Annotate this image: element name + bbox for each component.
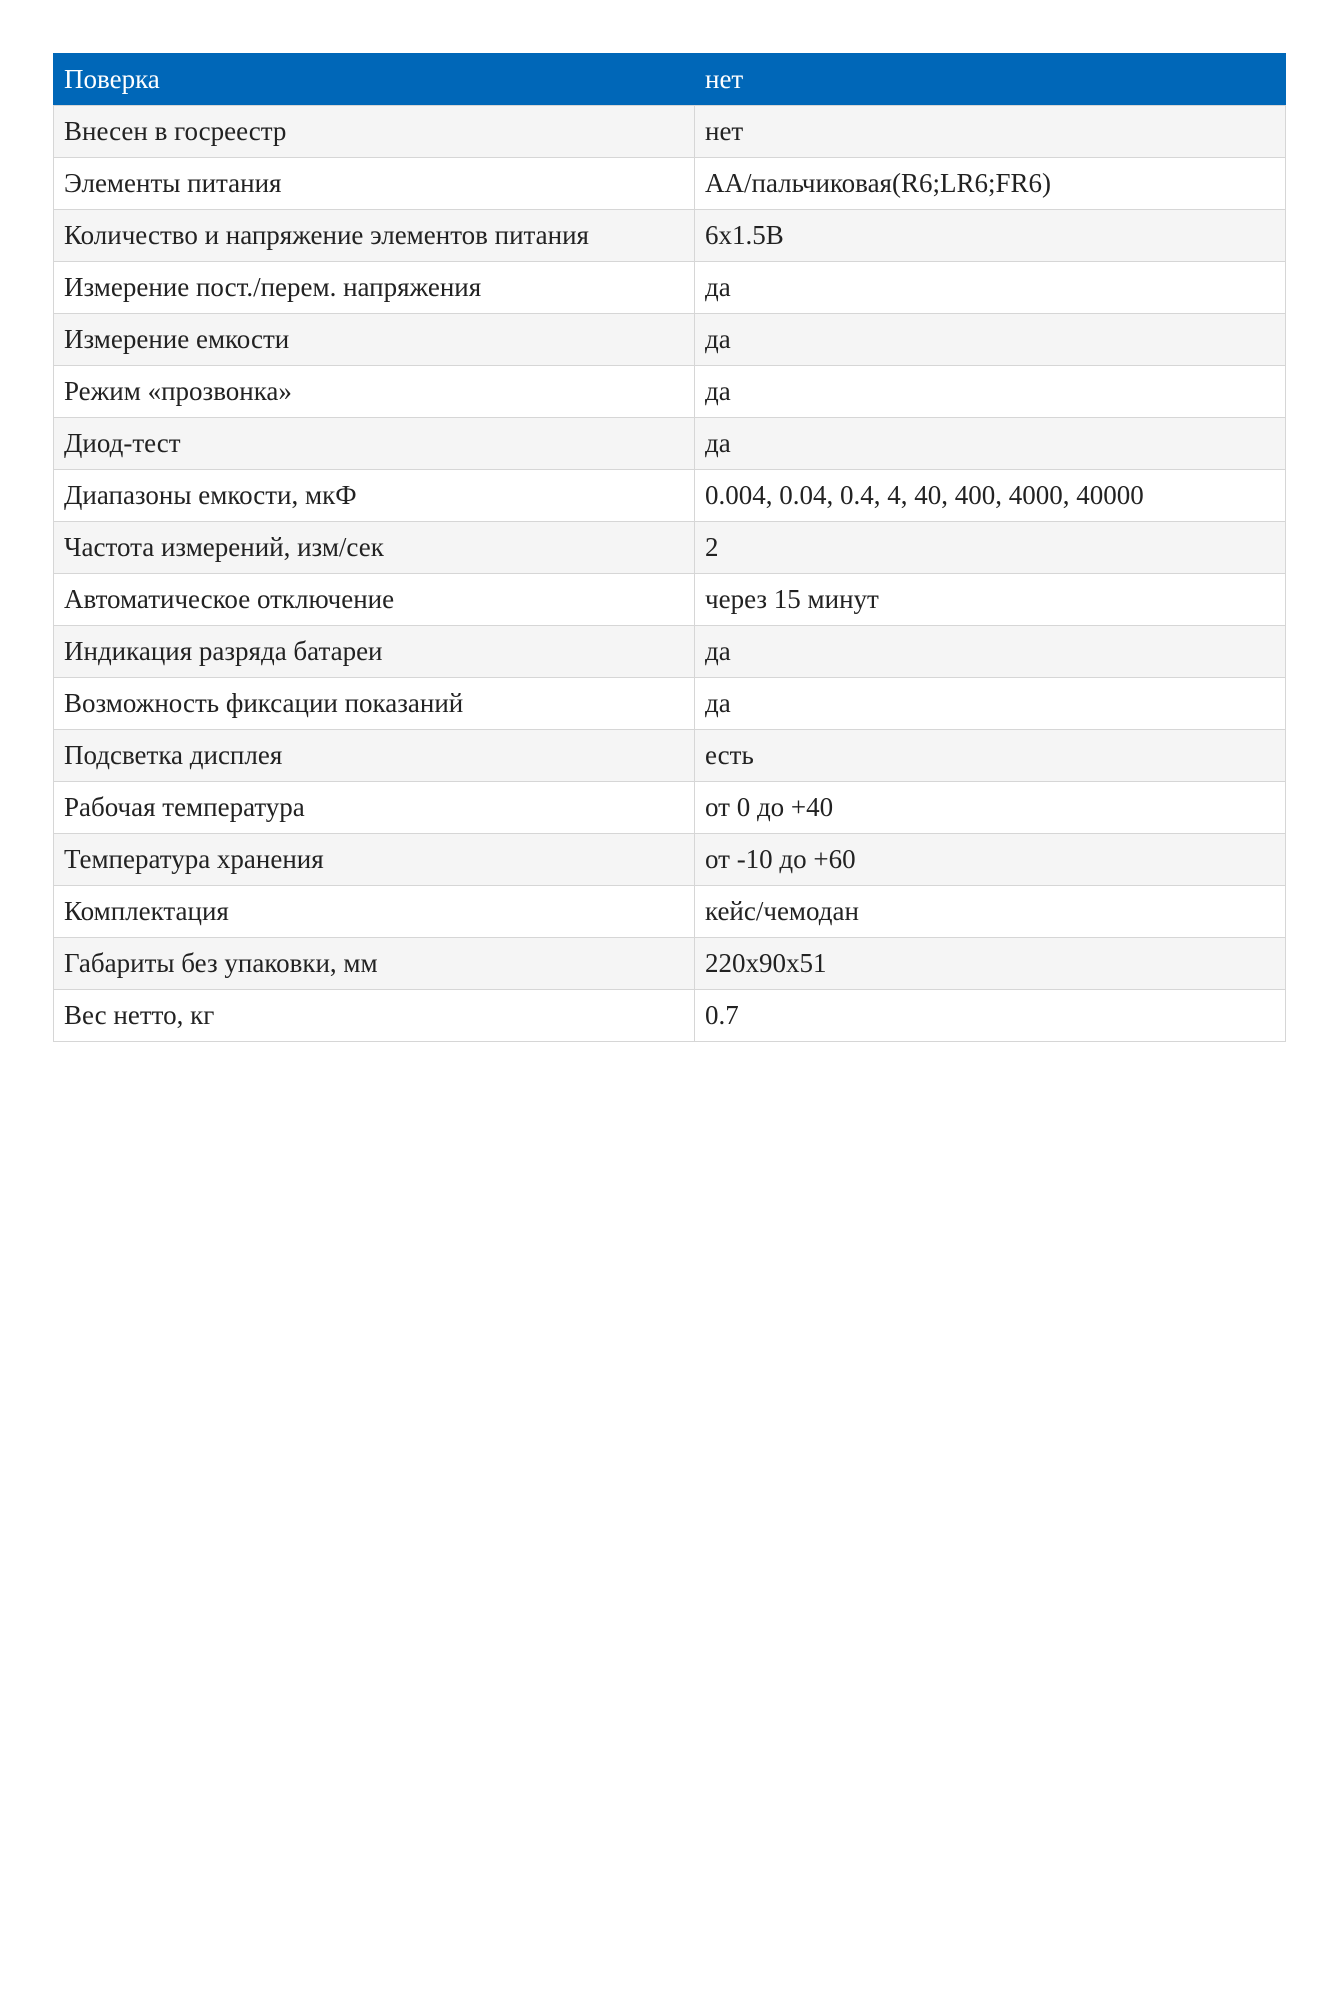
spec-label: Режим «прозвонка» [54,366,695,418]
spec-label: Количество и напряжение элементов питания [54,210,695,262]
table-row [54,626,1286,678]
spec-value: 6x1.5В [695,210,1286,262]
table-row [54,262,1286,314]
spec-label: Индикация разряда батареи [54,626,695,678]
spec-value: да [695,314,1286,366]
spec-value: через 15 минут [695,574,1286,626]
spec-value: нет [695,106,1286,158]
table-row [54,574,1286,626]
table-row [54,418,1286,470]
spec-label: Внесен в госреестр [54,106,695,158]
spec-label: Температура хранения [54,834,695,886]
spec-label: Поверка [54,54,695,106]
table-row [54,366,1286,418]
spec-value: нет [695,54,1286,106]
spec-label: Измерение емкости [54,314,695,366]
table-header-row [54,54,1286,106]
spec-label: Элементы питания [54,158,695,210]
spec-value: да [695,678,1286,730]
table-row [54,470,1286,522]
spec-value: 0.004, 0.04, 0.4, 4, 40, 400, 4000, 40000 [695,470,1286,522]
spec-label: Вес нетто, кг [54,990,695,1042]
spec-label: Частота измерений, изм/сек [54,522,695,574]
spec-value: 220x90x51 [695,938,1286,990]
table-row [54,314,1286,366]
table-row [54,158,1286,210]
table-row [54,522,1286,574]
spec-value: есть [695,730,1286,782]
table-row [54,990,1286,1042]
spec-label: Комплектация [54,886,695,938]
table-row [54,938,1286,990]
spec-label: Измерение пост./перем. напряжения [54,262,695,314]
table-row [54,210,1286,262]
spec-value: да [695,626,1286,678]
table-row [54,678,1286,730]
spec-table [53,53,1286,1042]
table-row [54,730,1286,782]
table-row [54,834,1286,886]
spec-value: 0.7 [695,990,1286,1042]
table-row [54,782,1286,834]
spec-label: Рабочая температура [54,782,695,834]
spec-value: от -10 до +60 [695,834,1286,886]
spec-label: Диапазоны емкости, мкФ [54,470,695,522]
spec-value: 2 [695,522,1286,574]
spec-label: Диод-тест [54,418,695,470]
spec-value: да [695,366,1286,418]
spec-value: да [695,418,1286,470]
spec-label: Габариты без упаковки, мм [54,938,695,990]
spec-value: от 0 до +40 [695,782,1286,834]
table-row [54,106,1286,158]
spec-label: Возможность фиксации показаний [54,678,695,730]
spec-label: Подсветка дисплея [54,730,695,782]
spec-label: Автоматическое отключение [54,574,695,626]
spec-value: кейс/чемодан [695,886,1286,938]
table-row [54,886,1286,938]
spec-value: да [695,262,1286,314]
spec-value: AA/пальчиковая(R6;LR6;FR6) [695,158,1286,210]
